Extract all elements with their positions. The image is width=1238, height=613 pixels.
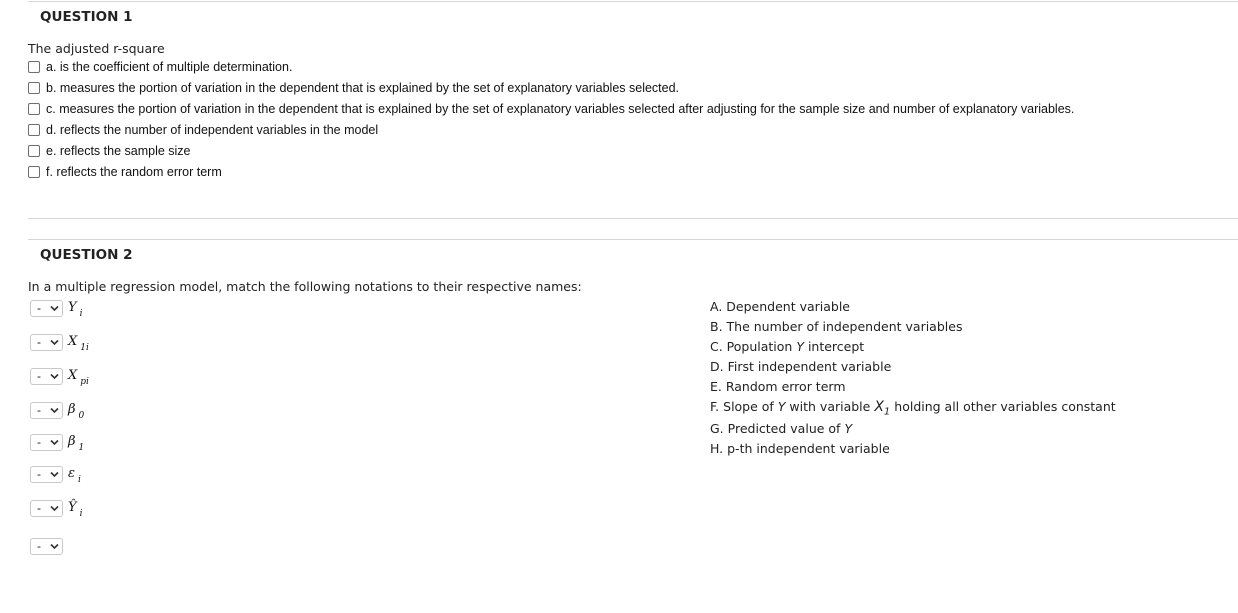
chevron-down-icon	[50, 305, 59, 312]
notation-1: Y $_i$	[68, 300, 83, 319]
option-d-label: d. reflects the number of independent variables in the model	[46, 123, 379, 137]
chevron-down-icon	[50, 339, 59, 346]
chevron-down-icon	[50, 543, 59, 550]
notation-6: ε $_i$	[68, 466, 81, 485]
answer-e: E. Random error term	[710, 379, 846, 394]
checkbox-a[interactable]	[28, 61, 40, 73]
chevron-down-icon	[50, 439, 59, 446]
question-2-prompt: In a multiple regression model, match the following notations to their respective names:	[28, 279, 582, 294]
answer-g: G. Predicted value of Y	[710, 421, 853, 436]
option-c[interactable]	[28, 101, 1074, 117]
question-1-prompt: The adjusted r-square	[28, 41, 165, 56]
question-2-title: QUESTION 2	[40, 247, 133, 263]
answer-c: C. Population Y intercept	[710, 339, 865, 354]
checkbox-f[interactable]	[28, 166, 40, 178]
option-a-label: a. is the coefficient of multiple determination.	[46, 60, 293, 74]
answer-d: D. First independent variable	[710, 359, 892, 374]
section-divider-2	[28, 239, 1238, 240]
chevron-down-icon	[50, 471, 59, 478]
option-c-label: c. measures the portion of variation in the dependent that is explained by the set of explanatory variables selected after adjusting for the sample size and number of explanatory variables.	[46, 102, 1075, 116]
match-select-1[interactable]: -	[30, 300, 63, 317]
option-b-label: b. measures the portion of variation in the dependent that is explained by the set of explanatory variables selected.	[46, 81, 680, 95]
notation-2: X $_{1i}$	[68, 334, 89, 353]
match-select-2[interactable]: -	[30, 334, 63, 351]
match-select-6[interactable]: -	[30, 466, 63, 483]
checkbox-e[interactable]	[28, 145, 40, 157]
option-e-label: e. reflects the sample size	[46, 144, 191, 158]
match-row-7	[30, 500, 82, 520]
chevron-down-icon	[50, 505, 59, 512]
option-d[interactable]	[28, 122, 378, 138]
match-select-3[interactable]: -	[30, 368, 63, 385]
question-1-title: QUESTION 1	[40, 9, 133, 25]
option-b[interactable]	[28, 80, 679, 96]
section-divider-1	[28, 218, 1238, 219]
match-select-8[interactable]: -	[30, 538, 63, 555]
answer-f: F. Slope of Y with variable $X_1$ holding all other variables constant	[710, 399, 1116, 418]
match-row-8	[30, 538, 63, 558]
notation-7: Ŷ $_i$	[68, 500, 83, 519]
option-a[interactable]	[28, 59, 292, 75]
option-f-label: f. reflects the random error term	[46, 165, 222, 179]
checkbox-c[interactable]	[28, 103, 40, 115]
match-row-3	[30, 368, 89, 388]
match-row-6	[30, 466, 81, 486]
answer-b: B. The number of independent variables	[710, 319, 963, 334]
checkbox-b[interactable]	[28, 82, 40, 94]
option-e[interactable]	[28, 143, 191, 159]
answer-h: H. p-th independent variable	[710, 441, 890, 456]
match-select-5[interactable]: -	[30, 434, 63, 451]
notation-5: β $_1$	[68, 434, 85, 453]
top-divider	[28, 1, 1238, 2]
match-row-1	[30, 300, 82, 320]
match-row-5	[30, 434, 84, 454]
answer-a: A. Dependent variable	[710, 299, 850, 314]
notation-4: β $_0$	[68, 402, 85, 421]
option-f[interactable]	[28, 164, 222, 180]
match-row-4	[30, 402, 84, 422]
checkbox-d[interactable]	[28, 124, 40, 136]
chevron-down-icon	[50, 407, 59, 414]
notation-3: X $_{pi}$	[68, 368, 89, 387]
chevron-down-icon	[50, 373, 59, 380]
match-select-7[interactable]: -	[30, 500, 63, 517]
match-select-4[interactable]: -	[30, 402, 63, 419]
match-row-2	[30, 334, 89, 354]
